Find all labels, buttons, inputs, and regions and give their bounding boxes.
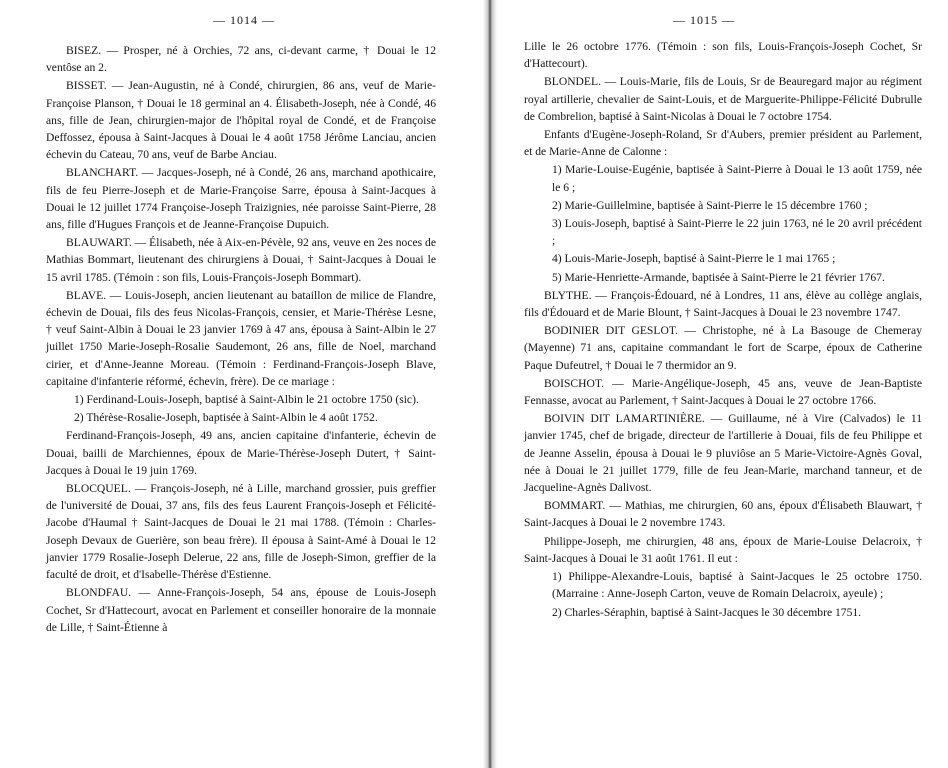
page-number-right: — 1015 — — [673, 13, 735, 27]
entry-bommart-philippe: Philippe-Joseph, me chirurgien, 48 ans, époux de Marie-Louise Delacroix, † Saint-Jacques à Douai le 31 août 1761. Il eut : — [524, 534, 922, 565]
entry-boivin: BOIVIN DIT LAMARTINIÈRE. — Guillaume, né à Vire (Calvados) le 11 janvier 1745, chef de brigade, directeur de l'artillerie à Douai, fils de feu Philippe et de Jeanne Asselin, épousa à Douai le 9 pluviôse an 5 Marie-Victoire-Agnès Goval, née à Douai le 21 juillet 1779, fille de feu Jean-Marie, marchand tanneur, et de Jacqueline-Agnès Dalivost. — [524, 412, 922, 495]
entry-blave: BLAVE. — Louis-Joseph, ancien lieutenant au bataillon de milice de Flandre, échevin de Douai, fils des feus Nicolas-François, censier, et Marie-Thérèse Lesne, † veuf Saint-Albin à Douai le 23 janvier 1769 à 47 ans, épousa à Saint-Albin le 27 juillet 1750 Marie-Joseph-Rosalie Saudemont, 26 ans, fille de Noel, marchand cirier, et d'Anne-Jeanne Moreau. (Témoin : Ferdinand-François-Joseph Blave, capitaine d'infanterie réformé, échevin, frère). De ce mariage : — [46, 288, 436, 388]
entry-blondel: BLONDEL. — Louis-Marie, fils de Louis, Sr de Beauregard major au régiment royal artillerie, chevalier de Saint-Louis, et de Marguerite-Philippe-Félicité Dubrulle de Combrelion, baptisé à Saint-Nicolas à Douai le 7 octobre 1754. — [524, 75, 922, 123]
entry-blocquel: BLOCQUEL. — François-Joseph, né à Lille, marchand grossier, puis greffier de l'université de Douai, 37 ans, fils des feus Laurent François-Joseph et Félicité-Jacobe d'Haumal † Saint-Jacques de Douai le 21 mai 1788. (Témoin : Charles-Joseph Devaux de Guerière, son beau frère). Il épousa à Saint-Amé à Douai le 12 janvier 1779 Rosalie-Joseph Delerue, 22 ans, fille de Joseph-Simon, greffier de la faculté de droit, et d'Isabelle-Thérèse d'Estienne. — [46, 482, 436, 582]
right-page-text — [524, 38, 922, 622]
list-item: 3) Louis-Joseph, baptisé à Saint-Pierre le 22 juin 1763, né le 20 avril précédent ; — [552, 217, 922, 248]
entry-bodinier: BODINIER DIT GESLOT. — Christophe, né à La Basouge de Chemeray (Mayenne) 71 ans, capitaine commandant le fort de Scarpe, époux de Catherine Paque Dufeutrel, † Douai le 7 thermidor an 9. — [524, 324, 922, 372]
entry-blondfau-continued: Lille le 26 octobre 1776. (Témoin : son fils, Louis-François-Joseph Cochet, Sr d'Hattecourt). — [524, 40, 922, 71]
list-item: 2) Charles-Séraphin, baptisé à Saint-Jacques le 30 décembre 1751. — [552, 605, 862, 619]
page-number-left: — 1014 — — [213, 13, 275, 27]
list-item: 4) Louis-Marie-Joseph, baptisé à Saint-Pierre le 1 mai 1765 ; — [552, 252, 836, 266]
book-gutter — [483, 0, 497, 768]
entry-blanchart: BLANCHART. — Jacques-Joseph, né à Condé, 26 ans, marchand apothicaire, fils de feu Pierre-Joseph et de Marie-Françoise Sarre, épousa à Saint-Jacques à Douai le 12 juillet 1774 Françoise-Joseph Traizignies, née paroisse Saint-Pierre, 28 ans, fille d'Hugues François et de Jeanne-Françoise Dupuich. — [46, 166, 436, 232]
list-item: 5) Marie-Henriette-Armande, baptisée à Saint-Pierre le 21 février 1767. — [552, 270, 885, 284]
entry-boischot: BOISCHOT. — Marie-Angélique-Joseph, 45 ans, veuve de Jean-Baptiste Fennasse, avocat au Parlement, † Saint-Jacques à Douai le 27 octobre 1766. — [524, 376, 922, 408]
entry-blythe: BLYTHE. — François-Édouard, né à Londres, 11 ans, élève au collège anglais, fils d'Édouard et de Marie Blount, † Saint-Jacques à Douai le 23 novembre 1747. — [524, 288, 922, 320]
entry-blondfau: BLONDFAU. — Anne-François-Joseph, 54 ans, épouse de Louis-Joseph Cochet, Sr d'Hattecourt, avocat en Parlement et conseiller honoraire de la monnaie de Lille, † Saint-Étienne à — [46, 586, 436, 634]
entry-bisez: BISEZ. — Prosper, né à Orchies, 72 ans, ci-devant carme, † Douai le 12 ventôse an 2. — [46, 44, 436, 75]
entry-blondel-children: Enfants d'Eugène-Joseph-Roland, Sr d'Aubers, premier président au Parlement, et de Marie-Anne de Calonne : — [524, 128, 922, 159]
list-item: 2) Thérèse-Rosalie-Joseph, baptisée à Saint-Albin le 4 août 1752. — [74, 411, 378, 425]
list-item: 2) Marie-Guillelmine, baptisée à Saint-Pierre le 15 décembre 1760 ; — [552, 198, 868, 212]
entry-bommart: BOMMART. — Mathias, me chirurgien, 60 ans, époux d'Élisabeth Blauwart, † Saint-Jacques à Douai le 2 novembre 1743. — [524, 499, 922, 530]
right-page — [497, 0, 948, 768]
list-item: 1) Marie-Louise-Eugénie, baptisée à Saint-Pierre à Douai le 13 août 1759, née le 6 ; — [552, 163, 922, 194]
left-page-text — [46, 42, 436, 637]
list-item: 1) Ferdinand-Louis-Joseph, baptisé à Saint-Albin le 21 octobre 1750 (sic). — [74, 393, 419, 407]
entry-blave-ferdinand: Ferdinand-François-Joseph, 49 ans, ancien capitaine d'infanterie, échevin de Douai, bailli de Marchiennes, époux de Marie-Thérèse-Joseph Dutert, † Saint-Jacques à Douai le 19 juin 1769. — [46, 429, 436, 477]
list-item: 1) Philippe-Alexandre-Louis, baptisé à Saint-Jacques le 25 octobre 1750. (Marraine : Anne-Joseph Carton, veuve de Romain Delacroix, ayeule) ; — [552, 570, 922, 601]
entry-blauwart: BLAUWART. — Élisabeth, née à Aix-en-Pévèle, 92 ans, veuve en 2es noces de Mathias Bommart, lieutenant des chirurgiens à Douai, † Saint-Jacques à Douai le 15 avril 1785. (Témoin : son fils, Louis-François-Joseph Bommart). — [46, 236, 436, 284]
entry-bisset: BISSET. — Jean-Augustin, né à Condé, chirurgien, 86 ans, veuf de Marie-Françoise Planson, † Douai le 18 germinal an 4. Élisabeth-Joseph, née à Condé, 46 ans, fille de Jean, chirurgien-major de l'hôpital royal de Condé, et de Françoise Deffossez, épousa à Saint-Jacques à Douai le 4 août 1758 Jérôme Lanciau, ancien échevin du Cateau, 70 ans, veuf de Barbe Anciau. — [46, 79, 436, 162]
